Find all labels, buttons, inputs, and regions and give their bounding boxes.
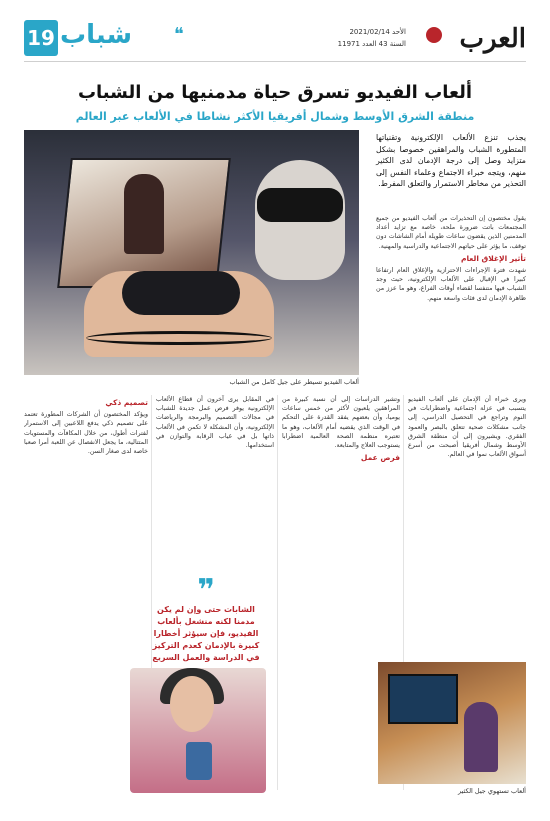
section-quote-icon: ❝ xyxy=(174,24,184,45)
game-character-figure xyxy=(124,174,164,254)
tv-screen-illustration xyxy=(388,674,458,724)
pull-quote-text: الشابات حتى وإن لم يكن مدمنا لكنه منشغل بألعاب الفيديو، فإن سيؤثر أخطارا كبيرة بالإدمان كعدم التركيز في الدراسة والعمل السريع xyxy=(152,605,260,662)
section-title: شباب xyxy=(60,20,133,50)
page-number: 19 xyxy=(24,20,58,56)
article-column-right xyxy=(376,214,526,303)
sub-title: فرص عمل xyxy=(360,453,400,463)
gamers-photo xyxy=(378,662,526,784)
body-paragraph: ويرى خبراء أن الإدمان على ألعاب الفيديو يتسبب في عزلة اجتماعية واضطرابات في النوم وتراجع في التحصيل الدراسي، إلى جانب مشكلات صحية تتعلق بالبصر والعمود الفقري. ويشيرون إلى أن منطقة الشرق الأوسط وشمال أفريقيا أصبحت من أسرع أسواق الألعاب نموا في العالم. xyxy=(408,396,526,459)
sub-title: تأثير الإغلاق العام xyxy=(460,253,526,263)
issue-info xyxy=(338,26,406,50)
issue-date: الأحد 2021/02/14 xyxy=(349,28,406,36)
body-paragraph: شهدت فترة الإجراءات الاحترازية والإغلاق العام ارتفاعا كبيرا في الإقبال على الألعاب الإلكترونية، حيث وجد الشباب فيها متنفسا لقضاء أوقات الفراغ، وهو ما عزز من ظاهرة الإدمان لدى فئات واسعة منهم. xyxy=(376,267,526,302)
column-divider xyxy=(277,395,278,790)
hero-caption: ألعاب الفيديو تسيطر على جيل كامل من الشباب xyxy=(229,378,359,386)
rope-illustration xyxy=(86,331,272,345)
body-paragraph: في المقابل يرى آخرون أن قطاع الألعاب الإلكترونية يوفر فرص عمل جديدة للشباب في مجالات التصميم والبرمجة والرياضات الإلكترونية، وأن المشكلة لا تكمن في الألعاب ذاتها بل في غياب الرقابة والتوازن في استخدامها. xyxy=(156,396,274,450)
body-paragraph: وتشير الدراسات إلى أن نسبة كبيرة من المراهقين يلعبون لأكثر من خمس ساعات يوميا، وأن بعضهم يفقد القدرة على التحكم في الوقت الذي يقضيه أمام الألعاب، وهو ما تعتبره منظمة الصحة العالمية اضطرابا يستوجب العلاج والمتابعة. xyxy=(282,396,400,450)
gamepad-icon xyxy=(122,271,240,315)
pull-quote xyxy=(150,573,262,664)
hero-photo xyxy=(24,130,359,375)
logo-mark-icon xyxy=(426,27,442,43)
issue-number: السنة 43 العدد 11971 xyxy=(337,40,406,48)
quote-icon: ❞ xyxy=(197,573,215,608)
child-figure xyxy=(464,702,498,772)
article-lead: يجذب تنزع الألعاب الإلكترونية وتقنياتها المتطورة الشباب والمراهقين خصوصا بشكل متزايد وصل إلى درجة الإدمان لدى الكثير منهم، ويتجه خبراء الاجتماع وعلماء النفس إلى التحذير من مخاطر الاستمرار والتعلق المفرط. xyxy=(376,133,526,188)
body-paragraph: يقول مختصون إن التحذيرات من ألعاب الفيديو من جميع المجتمعات باتت ضرورة ملحة، خاصة مع تزايد أعداد المدمنين الذين يقضون ساعات طويلة أمام الشاشات دون توقف، ما يؤثر على حياتهم الاجتماعية والدراسية والمهنية. xyxy=(376,215,526,250)
vr-headset-icon xyxy=(257,188,343,222)
phone-icon xyxy=(186,742,212,780)
body-paragraph: ويؤكد المختصون أن الشركات المطورة تعتمد على تصميم ذكي يدفع اللاعبين إلى الاستمرار لفترات أطول، من خلال المكافآت والمستويات المتتالية، ما يجعل الانفصال عن اللعبة أمرا صعبا خاصة لدى صغار السن. xyxy=(24,411,148,456)
face-illustration xyxy=(170,676,214,732)
article-headline: ألعاب الفيديو تسرق حياة مدمنيها من الشباب xyxy=(77,82,473,103)
sub-title: تصميم ذكي xyxy=(105,398,148,407)
woman-with-phone-photo xyxy=(130,668,266,793)
masthead xyxy=(24,18,526,62)
article-column-3 xyxy=(156,395,274,570)
article-subheadline: منطقة الشرق الأوسط وشمال أفريقيا الأكثر نشاطا في الألعاب عبر العالم xyxy=(75,110,475,123)
article-column-1 xyxy=(408,395,526,657)
gamers-caption: ألعاب تستهوي جيل الكثير xyxy=(457,787,526,795)
newspaper-logo: العرب xyxy=(459,24,526,54)
